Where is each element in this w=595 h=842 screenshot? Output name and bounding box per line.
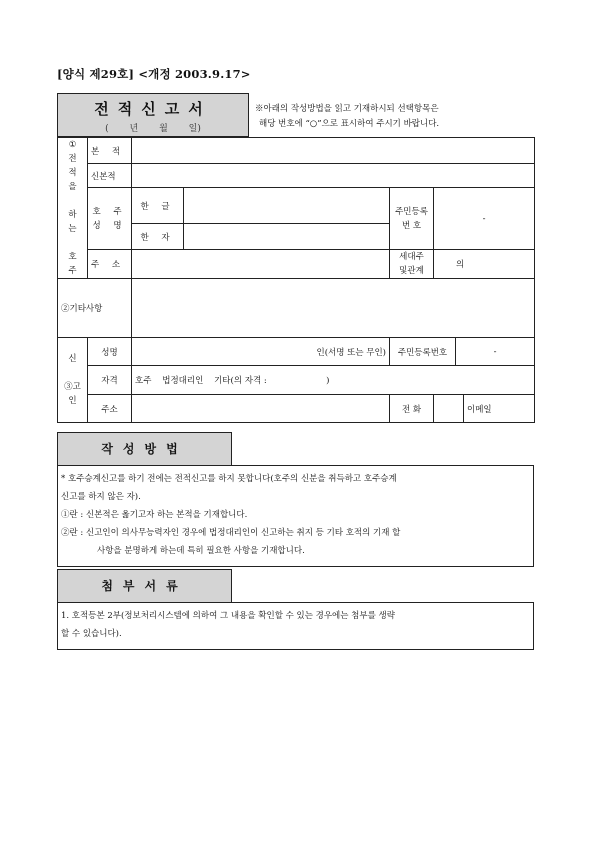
hangul-label: 한 글: [132, 188, 184, 224]
origin-field[interactable]: [132, 138, 535, 164]
instruction-line-1: ※아래의 작성방법을 읽고 기재하시되 선택항목은: [255, 104, 439, 114]
reporter-resident-no-label: 주민등록번호: [390, 338, 456, 366]
attachment-line: 할 수 있습니다).: [61, 629, 122, 639]
report-form-table: [57, 137, 535, 423]
section1-label: ① 전 적 을 하 는 호 주: [58, 138, 88, 279]
method-line: ②란 : 신고인이 의사무능력자인 경우에 법정대리인이 신고하는 취지 등 기타 호적의 기재 할: [61, 528, 401, 538]
date-line: ( 년 월 일): [105, 124, 201, 134]
attachment-line: 1. 호적등본 2부(정보처리시스템에 의하여 그 내용을 확인할 수 있는 경우에는 첨부를 생략: [61, 611, 395, 621]
method-line: 사항을 분명하게 하는데 특히 필요한 사항을 기재합니다.: [97, 546, 305, 556]
new-origin-field[interactable]: [132, 164, 535, 188]
instruction-line-2: 해당 번호에 “○”으로 표시하여 주시기 바랍니다.: [259, 119, 440, 129]
reporter-resident-no-field[interactable]: -: [456, 338, 535, 366]
instruction-note: [255, 102, 545, 132]
reporter-name-field[interactable]: 인(서명 또는 무인): [132, 338, 390, 366]
email-label: 이메일: [467, 404, 492, 415]
address-field[interactable]: [132, 250, 390, 279]
resident-no-label: 주민등록 번 호: [390, 188, 434, 250]
resident-no-field[interactable]: -: [434, 188, 535, 250]
address-label: 주 소: [88, 250, 132, 279]
phone-field[interactable]: [434, 395, 464, 423]
method-heading: 작성방법: [57, 432, 232, 466]
hanja-name-field[interactable]: [184, 224, 390, 250]
email-field-cell[interactable]: [464, 395, 535, 423]
method-line: * 호주승계신고를 하기 전에는 전적신고를 하지 못합니다(호주의 신분을 취득하고 호주승계: [61, 474, 397, 484]
hanja-label: 한 자: [132, 224, 184, 250]
qualification-label: 자격: [88, 366, 132, 395]
origin-label: 본 적: [88, 138, 132, 164]
qualification-options[interactable]: 호주 법정대리인 기타(의 자격 : ): [132, 366, 535, 395]
method-line: ①란 : 신본적은 옮기고자 하는 본적을 기재합니다.: [61, 510, 248, 520]
household-label: 세대주 및관계: [390, 250, 434, 279]
attachments-box: [57, 602, 534, 650]
reporter-address-label: 주소: [88, 395, 132, 423]
other-matters-field[interactable]: [132, 279, 535, 338]
title-box: [57, 93, 249, 137]
new-origin-label: 신본적: [88, 164, 132, 188]
household-field[interactable]: 의: [434, 250, 535, 279]
householder-name-label: 호 주 성 명: [88, 188, 132, 250]
section3-label: 신 ③고 인: [58, 338, 88, 423]
hangul-name-field[interactable]: [184, 188, 390, 224]
form-header: [양식 제29호] <개정 2003.9.17>: [57, 67, 251, 81]
reporter-name-label: 성명: [88, 338, 132, 366]
reporter-address-field[interactable]: [132, 395, 390, 423]
method-box: [57, 465, 534, 567]
page-title: 전적신고서: [94, 100, 212, 118]
method-line: 신고를 하지 않은 자).: [61, 492, 141, 502]
section2-label: ②기타사항: [58, 279, 132, 338]
attachments-heading: 첨부서류: [57, 569, 232, 603]
phone-label: 전 화: [390, 395, 434, 423]
